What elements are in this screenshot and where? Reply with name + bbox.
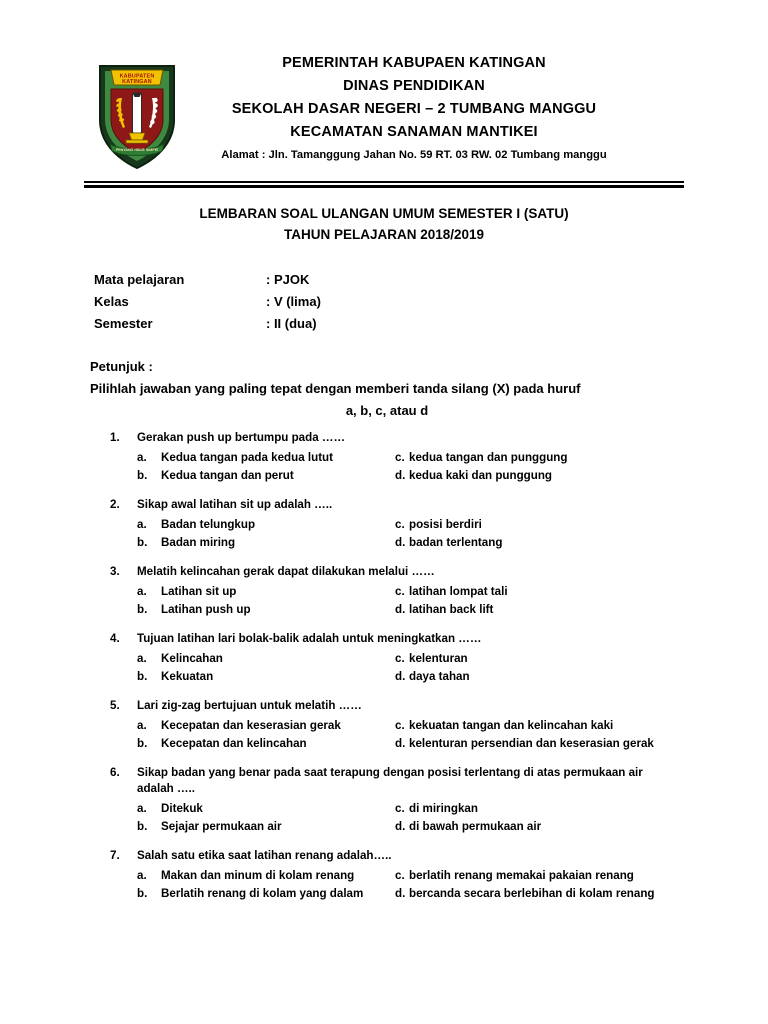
meta-label-subject: Mata pelajaran (94, 272, 185, 287)
option-b-label: b. (137, 669, 148, 683)
question-heading (110, 848, 685, 864)
option-row (110, 735, 685, 753)
question-item (110, 631, 685, 685)
org-line-1: PEMERINTAH KABUPAEN KATINGAN (282, 55, 546, 71)
school-address: Alamat : Jln. Tamanggung Jahan No. 59 RT. 03 RW. 02 Tumbang manggu (221, 149, 607, 161)
question-options (110, 717, 685, 752)
option-a[interactable] (110, 583, 395, 601)
option-row (110, 583, 685, 601)
option-c-text: kedua tangan dan punggung (409, 451, 568, 464)
svg-text:PENYANG HINJE SIMPEI: PENYANG HINJE SIMPEI (115, 148, 159, 153)
question-heading (110, 631, 685, 647)
instructions-section (90, 356, 684, 422)
option-c[interactable] (395, 650, 685, 668)
option-d-label: d. (395, 602, 406, 616)
option-a-label: a. (137, 869, 147, 882)
option-a-label: a. (137, 585, 147, 598)
question-text: Salah satu etika saat latihan renang adalah….. (137, 849, 392, 862)
option-c-label: c. (395, 451, 405, 464)
instructions-line-2: a, b, c, atau d (345, 403, 429, 418)
option-a-text: Kelincahan (161, 652, 223, 665)
option-b-text: Kekuatan (161, 669, 214, 683)
question-heading (110, 497, 685, 513)
option-d-text: kelenturan persendian dan keserasian gerak (409, 736, 654, 750)
option-b[interactable] (110, 601, 395, 619)
katingan-regency-emblem-icon (96, 58, 178, 174)
question-text: Tujuan latihan lari bolak-balik adalah untuk meningkatkan …… (137, 632, 482, 645)
option-d-text: kedua kaki dan punggung (409, 468, 553, 482)
question-text-line-1: Sikap badan yang benar pada saat terapung dengan posisi terlentang di atas permukaan air (137, 766, 643, 779)
instructions-body (90, 378, 684, 422)
option-b[interactable] (110, 885, 395, 903)
option-a-text: Ditekuk (161, 802, 203, 815)
option-row (110, 601, 685, 619)
option-b[interactable] (110, 668, 395, 686)
question-options (110, 449, 685, 484)
question-text: Melatih kelincahan gerak dapat dilakukan melalui …… (137, 565, 435, 578)
org-line-3: SEKOLAH DASAR NEGERI – 2 TUMBANG MANGGU (231, 101, 597, 117)
option-b-text: Kedua tangan dan perut (161, 468, 294, 482)
option-d[interactable] (395, 885, 685, 903)
option-row (110, 885, 685, 903)
option-c[interactable] (395, 800, 685, 818)
option-a-label: a. (137, 719, 147, 732)
option-c-label: c. (395, 869, 405, 882)
question-list (110, 430, 685, 915)
question-heading (110, 765, 685, 797)
question-item (110, 430, 685, 484)
option-d-label: d. (395, 669, 406, 683)
option-d[interactable] (395, 534, 685, 552)
question-number: 1. (110, 431, 120, 444)
option-c[interactable] (395, 717, 685, 735)
option-c-text: kelenturan (409, 652, 468, 665)
option-d-text: di bawah permukaan air (409, 819, 542, 833)
option-b-label: b. (137, 468, 148, 482)
exam-metadata (94, 269, 594, 335)
option-d-label: d. (395, 535, 406, 549)
option-a-text: Kedua tangan pada kedua lutut (161, 451, 333, 464)
option-a[interactable] (110, 516, 395, 534)
exam-title-line-2: TAHUN PELAJARAN 2018/2019 (283, 227, 485, 242)
option-a-label: a. (137, 518, 147, 531)
meta-row-semester (94, 313, 594, 335)
divider-thick-line (84, 185, 684, 188)
question-number: 2. (110, 498, 120, 511)
option-row (110, 534, 685, 552)
option-b-label: b. (137, 602, 148, 616)
option-row (110, 467, 685, 485)
option-d[interactable] (395, 818, 685, 836)
option-c[interactable] (395, 583, 685, 601)
option-c-label: c. (395, 585, 405, 598)
question-options (110, 583, 685, 618)
question-text: Lari zig-zag bertujuan untuk melatih …… (137, 699, 362, 712)
question-item (110, 848, 685, 902)
option-b-text: Latihan push up (161, 602, 251, 616)
option-c-text: latihan lompat tali (409, 585, 508, 598)
question-number: 7. (110, 849, 120, 862)
question-number: 4. (110, 632, 120, 645)
meta-row-subject (94, 269, 594, 291)
option-c[interactable] (395, 867, 685, 885)
question-heading (110, 698, 685, 714)
option-d-text: badan terlentang (409, 535, 503, 549)
option-a[interactable] (110, 717, 395, 735)
letterhead (0, 52, 768, 174)
option-c-text: posisi berdiri (409, 518, 482, 531)
question-options (110, 867, 685, 902)
option-d[interactable] (395, 601, 685, 619)
option-row (110, 449, 685, 467)
question-number: 5. (110, 699, 120, 712)
option-d-text: latihan back lift (409, 602, 494, 616)
option-row (110, 668, 685, 686)
option-a-label: a. (137, 802, 147, 815)
question-options (110, 516, 685, 551)
option-b-text: Kecepatan dan kelincahan (161, 736, 307, 750)
option-c-text: kekuatan tangan dan kelincahan kaki (409, 719, 614, 732)
option-c-label: c. (395, 652, 405, 665)
meta-label-semester: Semester (94, 316, 153, 331)
option-b-label: b. (137, 736, 148, 750)
option-row (110, 650, 685, 668)
option-c-label: c. (395, 518, 405, 531)
option-b-label: b. (137, 535, 148, 549)
option-b[interactable] (110, 467, 395, 485)
option-a-text: Latihan sit up (161, 585, 237, 598)
option-b-label: b. (137, 819, 148, 833)
option-a[interactable] (110, 867, 395, 885)
header-divider (84, 181, 684, 188)
option-a-text: Kecepatan dan keserasian gerak (161, 719, 341, 732)
meta-label-class: Kelas (94, 294, 129, 309)
option-row (110, 516, 685, 534)
option-a-label: a. (137, 652, 147, 665)
option-b[interactable] (110, 818, 395, 836)
meta-row-class (94, 291, 594, 313)
option-c-label: c. (395, 719, 405, 732)
svg-text:KATINGAN: KATINGAN (122, 79, 152, 85)
exam-title (84, 203, 684, 245)
meta-value-semester: : II (dua) (266, 316, 317, 331)
exam-title-line-1: LEMBARAN SOAL ULANGAN UMUM SEMESTER I (SATU) (199, 206, 569, 221)
option-b[interactable] (110, 735, 395, 753)
question-item (110, 564, 685, 618)
option-d[interactable] (395, 668, 685, 686)
option-d-text: bercanda secara berlebihan di kolam renang (409, 886, 655, 900)
option-a-text: Badan telungkup (161, 518, 256, 531)
option-a-text: Makan dan minum di kolam renang (161, 869, 355, 882)
instructions-line-1: Pilihlah jawaban yang paling tepat dengan memberi tanda silang (X) pada huruf (90, 381, 581, 396)
option-c[interactable] (395, 449, 685, 467)
question-text (137, 765, 685, 797)
meta-value-class: : V (lima) (266, 294, 321, 309)
question-item (110, 765, 685, 835)
question-number: 3. (110, 565, 120, 578)
option-b-text: Berlatih renang di kolam yang dalam (161, 886, 364, 900)
question-options (110, 800, 685, 835)
org-line-2: DINAS PENDIDIKAN (343, 78, 485, 94)
option-row (110, 800, 685, 818)
option-a[interactable] (110, 800, 395, 818)
option-d-label: d. (395, 468, 406, 482)
option-d-label: d. (395, 819, 406, 833)
option-b-label: b. (137, 886, 148, 900)
question-number: 6. (110, 766, 120, 779)
option-c-text: berlatih renang memakai pakaian renang (409, 869, 634, 882)
option-c-text: di miringkan (409, 802, 478, 815)
question-text: Sikap awal latihan sit up adalah ….. (137, 498, 333, 511)
option-row (110, 818, 685, 836)
option-c[interactable] (395, 516, 685, 534)
option-d[interactable] (395, 735, 685, 753)
option-c-label: c. (395, 802, 405, 815)
option-b-text: Badan miring (161, 535, 236, 549)
option-a[interactable] (110, 650, 395, 668)
question-item (110, 497, 685, 551)
option-d-label: d. (395, 886, 406, 900)
option-row (110, 867, 685, 885)
option-b[interactable] (110, 534, 395, 552)
question-heading (110, 564, 685, 580)
option-a-label: a. (137, 451, 147, 464)
question-item (110, 698, 685, 752)
instructions-heading: Petunjuk : (90, 359, 153, 374)
question-text-line-2: adalah ….. (137, 782, 195, 795)
question-options (110, 650, 685, 685)
question-heading (110, 430, 685, 446)
option-b-text: Sejajar permukaan air (161, 819, 282, 833)
org-line-4: KECAMATAN SANAMAN MANTIKEI (290, 124, 538, 140)
meta-value-subject: : PJOK (266, 272, 310, 287)
option-d-label: d. (395, 736, 406, 750)
option-a[interactable] (110, 449, 395, 467)
svg-text:KABUPATEN: KABUPATEN (119, 73, 155, 80)
option-d[interactable] (395, 467, 685, 485)
question-text: Gerakan push up bertumpu pada …… (137, 431, 346, 444)
option-d-text: daya tahan (409, 669, 470, 683)
option-row (110, 717, 685, 735)
